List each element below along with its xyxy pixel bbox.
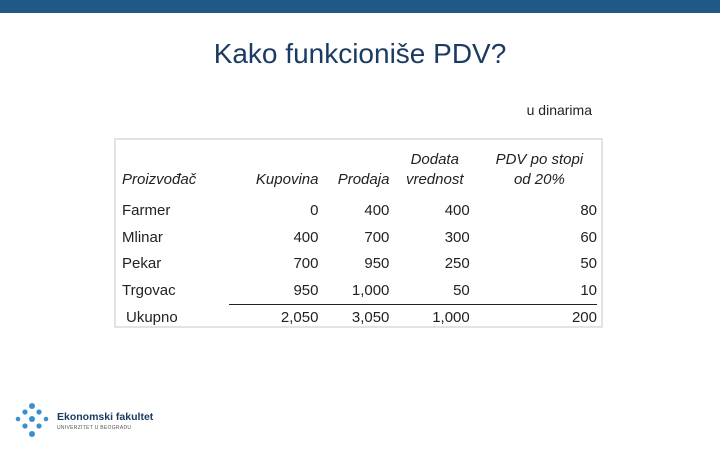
cell-added-value: 300 xyxy=(444,228,470,246)
cell-sale: 950 xyxy=(364,255,390,272)
table-header-row xyxy=(122,150,597,198)
header-sale: Prodaja xyxy=(337,171,390,188)
header-vat xyxy=(470,150,597,198)
cell-added-value: 50 xyxy=(453,281,470,299)
cell-added-value: 400 xyxy=(444,202,470,219)
header-producer: Proizvođač xyxy=(122,171,197,188)
cell-total-vat: 200 xyxy=(470,305,597,332)
cell-producer: Pekar xyxy=(122,255,162,272)
cell-added-value: 250 xyxy=(444,255,470,272)
cell-sale: 700 xyxy=(364,228,390,246)
cell-purchase: 0 xyxy=(310,202,319,219)
logo-subtitle: UNIVERZITET U BEOGRADU xyxy=(57,425,132,431)
cell-vat: 50 xyxy=(580,255,597,272)
table-row xyxy=(122,251,597,278)
header-vat-text: PDV po stopi od 20% xyxy=(495,151,584,188)
cell-purchase: 700 xyxy=(293,255,319,272)
cell-purchase: 950 xyxy=(293,281,319,299)
cell-total-label: Ukupno xyxy=(126,308,178,326)
faculty-logo xyxy=(14,403,154,443)
cell-total-added-value: 1,000 xyxy=(389,305,469,332)
table-row xyxy=(122,225,597,252)
table-row xyxy=(122,278,597,305)
cell-vat: 80 xyxy=(580,202,597,219)
table-total-row xyxy=(122,305,597,332)
header-purchase: Kupovina xyxy=(255,171,319,188)
vat-table xyxy=(122,150,597,332)
cell-total-sale: 3,050 xyxy=(318,305,389,332)
logo-name: Ekonomski fakultet xyxy=(57,411,154,423)
logo-dots-icon xyxy=(14,403,50,439)
cell-sale: 400 xyxy=(364,202,390,219)
cell-purchase: 400 xyxy=(293,228,319,246)
header-added-value-text: Dodata vrednost xyxy=(405,151,464,188)
cell-vat: 60 xyxy=(580,228,597,246)
cell-producer: Trgovac xyxy=(122,281,176,299)
unit-note: u dinarima xyxy=(526,102,592,118)
vat-table-frame xyxy=(114,138,603,328)
table-row xyxy=(122,198,597,225)
header-added-value xyxy=(389,150,469,198)
cell-producer: Mlinar xyxy=(122,228,163,246)
cell-vat: 10 xyxy=(580,281,597,299)
cell-producer: Farmer xyxy=(122,202,171,219)
slide-title: Kako funkcioniše PDV? xyxy=(213,38,507,69)
cell-sale: 1,000 xyxy=(351,281,390,299)
top-accent-bar xyxy=(0,0,720,13)
cell-total-purchase: 2,050 xyxy=(229,305,319,332)
